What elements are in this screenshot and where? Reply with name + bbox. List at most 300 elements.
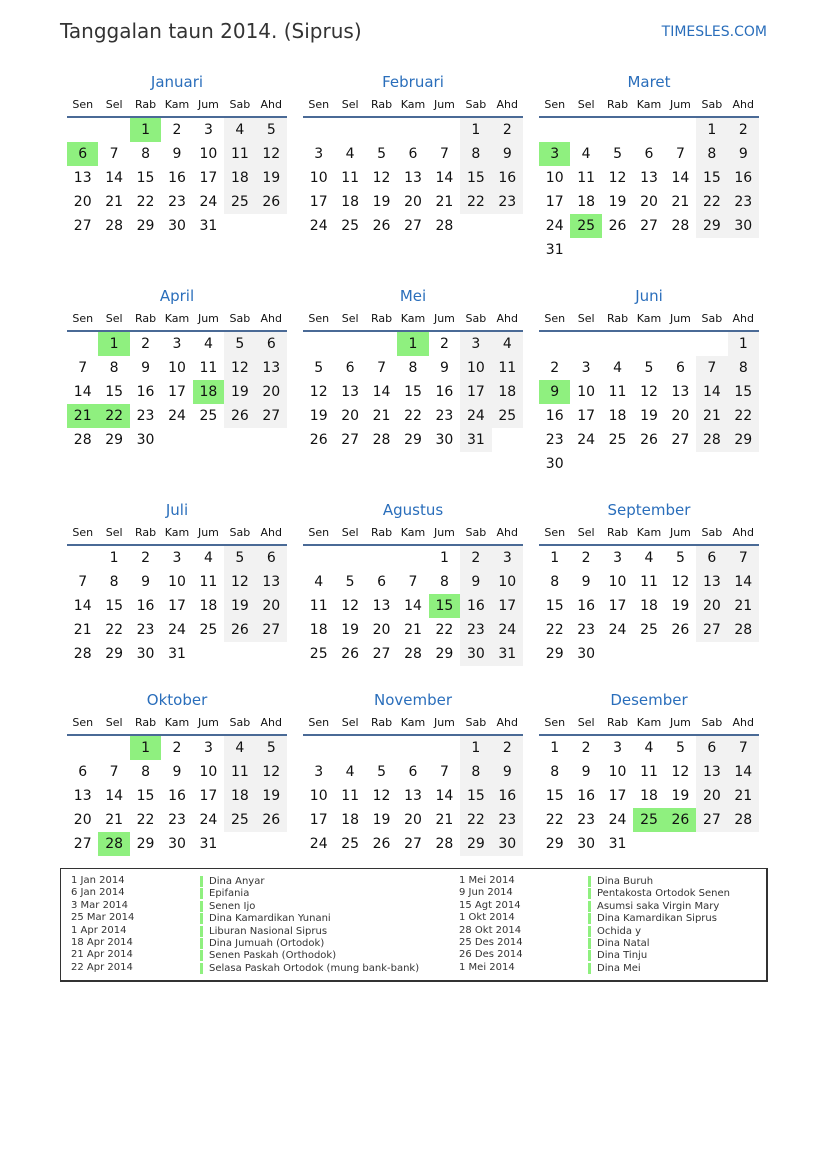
day-cell: 10 (309, 788, 328, 804)
day-cell: 28 (404, 646, 422, 662)
day-cell: 7 (728, 736, 759, 760)
empty-cell (397, 546, 428, 570)
day-cell: 16 (136, 384, 155, 400)
day-cell: 17 (577, 408, 596, 424)
day-cell: 4 (492, 332, 523, 356)
holiday-day-cell: 1 (130, 736, 161, 760)
holiday-day-cell: 1 (98, 332, 129, 356)
empty-cell (334, 332, 365, 356)
days-grid (67, 332, 287, 452)
day-cell: 19 (640, 408, 658, 424)
day-cell: 8 (141, 146, 151, 162)
day-cell: 21 (728, 784, 759, 808)
weekday-label: Sen (544, 312, 566, 325)
day-cell: 29 (728, 428, 759, 452)
weekday-label: Kam (636, 716, 662, 729)
month-title: April (159, 287, 195, 305)
weekday-label: Jum (433, 526, 455, 539)
day-cell: 7 (439, 146, 449, 162)
weekday-label: Sab (465, 526, 487, 539)
day-cell: 15 (404, 384, 422, 400)
holiday-name: Pentakosta Ortodok Senen (588, 888, 730, 899)
holiday-date: 25 Mar 2014 (71, 912, 135, 924)
weekday-label: Jum (669, 716, 691, 729)
day-cell: 17 (608, 598, 627, 614)
day-cell: 19 (372, 194, 391, 210)
day-cell: 6 (644, 146, 654, 162)
day-cell: 16 (460, 594, 491, 618)
day-cell: 17 (309, 194, 328, 210)
holiday-name: Dina Anyar (200, 876, 264, 887)
weekday-label: Kam (164, 98, 190, 111)
day-cell: 10 (608, 574, 627, 590)
day-cell: 20 (696, 784, 727, 808)
day-cell: 25 (608, 432, 627, 448)
empty-cell (334, 546, 365, 570)
day-cell: 16 (435, 384, 454, 400)
month-juli (67, 498, 287, 688)
day-cell: 27 (671, 432, 690, 448)
holiday-date: 15 Agt 2014 (459, 899, 521, 911)
day-cell: 14 (404, 598, 422, 614)
weekday-label: Jum (669, 526, 691, 539)
day-cell: 8 (728, 356, 759, 380)
weekday-header (539, 522, 759, 546)
holiday-name: Senen Paskah (Orthodok) (200, 950, 336, 961)
holiday-name: Senen Ijo (200, 901, 255, 912)
day-cell: 23 (168, 194, 186, 210)
day-cell: 13 (696, 760, 727, 784)
day-cell: 3 (613, 550, 623, 566)
day-cell: 3 (581, 360, 591, 376)
day-cell: 24 (577, 432, 596, 448)
weekday-label: Sel (577, 98, 595, 111)
day-cell: 18 (309, 622, 328, 638)
day-cell: 10 (168, 360, 186, 376)
day-cell: 13 (73, 170, 92, 186)
weekday-label: Sen (308, 716, 330, 729)
day-cell: 10 (460, 356, 491, 380)
day-cell: 13 (256, 356, 287, 380)
days-grid (303, 736, 523, 856)
day-cell: 2 (492, 118, 523, 142)
holiday-date: 1 Mei 2014 (459, 961, 515, 973)
day-cell: 9 (439, 360, 449, 376)
day-cell: 25 (224, 808, 255, 832)
weekday-label: Jum (197, 98, 219, 111)
empty-cell (696, 332, 727, 356)
day-cell: 16 (728, 166, 759, 190)
day-cell: 4 (581, 146, 591, 162)
day-cell: 6 (345, 360, 355, 376)
empty-cell (570, 332, 601, 356)
holiday-date: 3 Mar 2014 (71, 899, 129, 911)
day-cell: 5 (345, 574, 355, 590)
weekday-label: Sab (229, 716, 251, 729)
day-cell: 9 (460, 570, 491, 594)
day-cell: 29 (105, 646, 124, 662)
day-cell: 24 (309, 218, 328, 234)
day-cell: 8 (696, 142, 727, 166)
day-cell: 26 (224, 404, 255, 428)
day-cell: 5 (675, 740, 685, 756)
weekday-label: Sel (577, 716, 595, 729)
day-cell: 7 (675, 146, 685, 162)
day-cell: 3 (172, 550, 182, 566)
day-cell: 21 (696, 404, 727, 428)
weekday-label: Sab (701, 526, 723, 539)
empty-cell (334, 736, 365, 760)
day-cell: 11 (309, 598, 328, 614)
holiday-date: 6 Jan 2014 (71, 887, 125, 899)
holiday-name: Dina Tinju (588, 950, 647, 961)
day-cell: 18 (341, 194, 360, 210)
day-cell: 17 (492, 594, 523, 618)
day-cell: 2 (460, 546, 491, 570)
day-cell: 1 (728, 332, 759, 356)
day-cell: 8 (109, 574, 119, 590)
weekday-label: Jum (669, 98, 691, 111)
day-cell: 15 (545, 598, 564, 614)
day-cell: 29 (435, 646, 454, 662)
day-cell: 27 (341, 432, 360, 448)
weekday-header (303, 308, 523, 332)
day-cell: 26 (341, 646, 360, 662)
day-cell: 16 (492, 166, 523, 190)
day-cell: 7 (696, 356, 727, 380)
weekday-header (67, 94, 287, 118)
day-cell: 1 (550, 550, 560, 566)
day-cell: 25 (199, 622, 218, 638)
month-title: Januari (150, 73, 204, 91)
day-cell: 3 (203, 122, 213, 138)
day-cell: 4 (224, 118, 255, 142)
month-februari (303, 70, 523, 284)
weekday-header (67, 522, 287, 546)
weekday-header (303, 522, 523, 546)
weekday-label: Sab (229, 312, 251, 325)
day-cell: 13 (696, 570, 727, 594)
day-cell: 6 (408, 764, 418, 780)
day-cell: 11 (640, 574, 658, 590)
day-cell: 20 (671, 408, 690, 424)
day-cell: 22 (435, 622, 454, 638)
day-cell: 13 (640, 170, 658, 186)
months-grid (67, 70, 760, 878)
day-cell: 16 (136, 598, 155, 614)
day-cell: 22 (545, 812, 564, 828)
days-grid (539, 118, 759, 262)
day-cell: 23 (168, 812, 186, 828)
day-cell: 26 (640, 432, 658, 448)
empty-cell (67, 546, 98, 570)
days-grid (539, 332, 759, 476)
weekday-label: Ahd (496, 526, 519, 539)
day-cell: 22 (136, 194, 155, 210)
day-cell: 19 (341, 622, 360, 638)
holiday-name: Dina Jumuah (Ortodok) (200, 938, 324, 949)
day-cell: 9 (141, 574, 151, 590)
day-cell: 9 (581, 764, 591, 780)
day-cell: 8 (141, 764, 151, 780)
holiday-day-cell: 1 (397, 332, 428, 356)
weekday-label: Rab (607, 716, 629, 729)
weekday-label: Sen (308, 526, 330, 539)
empty-cell (665, 118, 696, 142)
day-cell: 20 (696, 594, 727, 618)
day-cell: 15 (136, 170, 155, 186)
day-cell: 18 (199, 598, 218, 614)
weekday-label: Rab (607, 526, 629, 539)
holiday-day-cell: 18 (193, 380, 224, 404)
day-cell: 22 (460, 190, 491, 214)
day-cell: 2 (581, 550, 591, 566)
day-cell: 8 (460, 760, 491, 784)
day-cell: 26 (256, 190, 287, 214)
weekday-label: Sel (577, 312, 595, 325)
day-cell: 5 (613, 146, 623, 162)
holiday-day-cell: 1 (130, 118, 161, 142)
day-cell: 10 (545, 170, 564, 186)
day-cell: 27 (372, 646, 391, 662)
day-cell: 2 (439, 336, 449, 352)
day-cell: 3 (460, 332, 491, 356)
holiday-legend (60, 868, 768, 982)
day-cell: 30 (168, 836, 186, 852)
day-cell: 21 (404, 622, 422, 638)
empty-cell (633, 118, 664, 142)
day-cell: 9 (172, 764, 182, 780)
weekday-label: Kam (164, 526, 190, 539)
day-cell: 22 (460, 808, 491, 832)
day-cell: 4 (314, 574, 324, 590)
day-cell: 27 (73, 218, 92, 234)
day-cell: 14 (671, 170, 690, 186)
weekday-label: Sab (701, 98, 723, 111)
empty-cell (539, 118, 570, 142)
day-cell: 17 (545, 194, 564, 210)
weekday-label: Sab (701, 312, 723, 325)
day-cell: 20 (404, 812, 422, 828)
weekday-label: Sen (72, 526, 94, 539)
month-mei (303, 284, 523, 498)
holiday-date: 1 Apr 2014 (71, 924, 127, 936)
empty-cell (602, 332, 633, 356)
day-cell: 28 (696, 428, 727, 452)
holiday-date: 25 Des 2014 (459, 936, 523, 948)
day-cell: 28 (105, 218, 124, 234)
day-cell: 4 (224, 736, 255, 760)
day-cell: 18 (640, 598, 658, 614)
day-cell: 18 (492, 380, 523, 404)
day-cell: 8 (550, 574, 560, 590)
month-juni (539, 284, 759, 498)
days-grid (67, 546, 287, 666)
day-cell: 23 (136, 408, 155, 424)
day-cell: 29 (136, 836, 155, 852)
days-grid (67, 736, 287, 856)
day-cell: 28 (435, 218, 454, 234)
day-cell: 20 (73, 194, 92, 210)
day-cell: 5 (675, 550, 685, 566)
day-cell: 25 (309, 646, 328, 662)
day-cell: 9 (492, 142, 523, 166)
weekday-label: Sel (577, 526, 595, 539)
weekday-label: Rab (371, 526, 393, 539)
day-cell: 27 (73, 836, 92, 852)
day-cell: 7 (78, 574, 88, 590)
month-desember (539, 688, 759, 878)
day-cell: 19 (671, 598, 690, 614)
day-cell: 18 (341, 812, 360, 828)
day-cell: 3 (203, 740, 213, 756)
day-cell: 3 (172, 336, 182, 352)
holiday-name: Dina Kamardikan Yunani (200, 913, 331, 924)
day-cell: 31 (460, 428, 491, 452)
day-cell: 15 (136, 788, 155, 804)
day-cell: 22 (136, 812, 155, 828)
day-cell: 10 (577, 384, 596, 400)
day-cell: 22 (545, 622, 564, 638)
day-cell: 10 (608, 764, 627, 780)
day-cell: 21 (105, 812, 124, 828)
day-cell: 20 (73, 812, 92, 828)
weekday-label: Rab (135, 716, 157, 729)
weekday-label: Sen (72, 312, 94, 325)
day-cell: 17 (460, 380, 491, 404)
day-cell: 30 (492, 832, 523, 856)
weekday-label: Rab (371, 98, 393, 111)
day-cell: 4 (203, 336, 213, 352)
day-cell: 30 (435, 432, 454, 448)
day-cell: 8 (109, 360, 119, 376)
holiday-day-cell: 15 (429, 594, 460, 618)
day-cell: 13 (256, 570, 287, 594)
weekday-label: Sel (105, 98, 123, 111)
day-cell: 27 (696, 808, 727, 832)
day-cell: 28 (435, 836, 454, 852)
weekday-label: Sen (72, 98, 94, 111)
day-cell: 7 (109, 764, 119, 780)
day-cell: 12 (372, 170, 391, 186)
day-cell: 31 (492, 642, 523, 666)
holiday-date: 28 Okt 2014 (459, 924, 522, 936)
day-cell: 4 (203, 550, 213, 566)
weekday-label: Jum (433, 716, 455, 729)
day-cell: 21 (435, 812, 454, 828)
weekday-label: Sen (308, 312, 330, 325)
weekday-label: Jum (433, 98, 455, 111)
day-cell: 27 (696, 618, 727, 642)
days-grid (303, 332, 523, 452)
weekday-label: Ahd (732, 716, 755, 729)
holiday-day-cell: 26 (665, 808, 696, 832)
day-cell: 11 (577, 170, 596, 186)
weekday-header (67, 712, 287, 736)
day-cell: 26 (372, 218, 391, 234)
day-cell: 19 (608, 194, 627, 210)
day-cell: 1 (550, 740, 560, 756)
day-cell: 26 (608, 218, 627, 234)
empty-cell (397, 736, 428, 760)
day-cell: 17 (608, 788, 627, 804)
day-cell: 22 (105, 622, 124, 638)
month-title: Maret (627, 73, 671, 91)
day-cell: 6 (377, 574, 387, 590)
day-cell: 4 (345, 764, 355, 780)
holiday-date: 26 Des 2014 (459, 949, 523, 961)
days-grid (303, 118, 523, 238)
day-cell: 26 (309, 432, 328, 448)
holiday-day-cell: 9 (539, 380, 570, 404)
holiday-date: 18 Apr 2014 (71, 936, 133, 948)
day-cell: 15 (105, 598, 124, 614)
weekday-label: Kam (400, 716, 426, 729)
day-cell: 11 (608, 384, 627, 400)
day-cell: 24 (608, 812, 627, 828)
day-cell: 13 (404, 788, 422, 804)
day-cell: 18 (640, 788, 658, 804)
day-cell: 11 (199, 574, 218, 590)
weekday-label: Jum (197, 526, 219, 539)
day-cell: 20 (404, 194, 422, 210)
holiday-day-cell: 25 (570, 214, 601, 238)
holiday-date: 9 Jun 2014 (459, 887, 513, 899)
day-cell: 21 (671, 194, 690, 210)
day-cell: 5 (644, 360, 654, 376)
weekday-label: Kam (400, 526, 426, 539)
day-cell: 3 (314, 764, 324, 780)
day-cell: 12 (640, 384, 658, 400)
day-cell: 30 (136, 646, 155, 662)
weekday-label: Sab (229, 526, 251, 539)
day-cell: 26 (372, 836, 391, 852)
day-cell: 28 (728, 808, 759, 832)
weekday-label: Rab (371, 716, 393, 729)
day-cell: 27 (404, 218, 422, 234)
weekday-label: Ahd (260, 312, 283, 325)
day-cell: 12 (224, 356, 255, 380)
brand-link[interactable]: TIMESLES.COM (661, 24, 767, 40)
empty-cell (633, 332, 664, 356)
day-cell: 11 (341, 788, 360, 804)
day-cell: 12 (341, 598, 360, 614)
weekday-label: Sel (341, 312, 359, 325)
weekday-label: Sel (341, 526, 359, 539)
holiday-day-cell: 6 (67, 142, 98, 166)
weekday-label: Sen (544, 526, 566, 539)
weekday-header (539, 94, 759, 118)
day-cell: 6 (78, 764, 88, 780)
day-cell: 30 (545, 456, 564, 472)
day-cell: 16 (577, 598, 596, 614)
day-cell: 20 (341, 408, 360, 424)
weekday-label: Rab (135, 312, 157, 325)
day-cell: 19 (671, 788, 690, 804)
day-cell: 20 (256, 380, 287, 404)
empty-cell (665, 332, 696, 356)
day-cell: 21 (728, 594, 759, 618)
day-cell: 16 (168, 170, 186, 186)
weekday-header (539, 308, 759, 332)
day-cell: 8 (550, 764, 560, 780)
weekday-label: Rab (371, 312, 393, 325)
weekday-label: Sab (465, 716, 487, 729)
empty-cell (98, 736, 129, 760)
day-cell: 10 (168, 574, 186, 590)
empty-cell (67, 118, 98, 142)
weekday-label: Ahd (260, 526, 283, 539)
